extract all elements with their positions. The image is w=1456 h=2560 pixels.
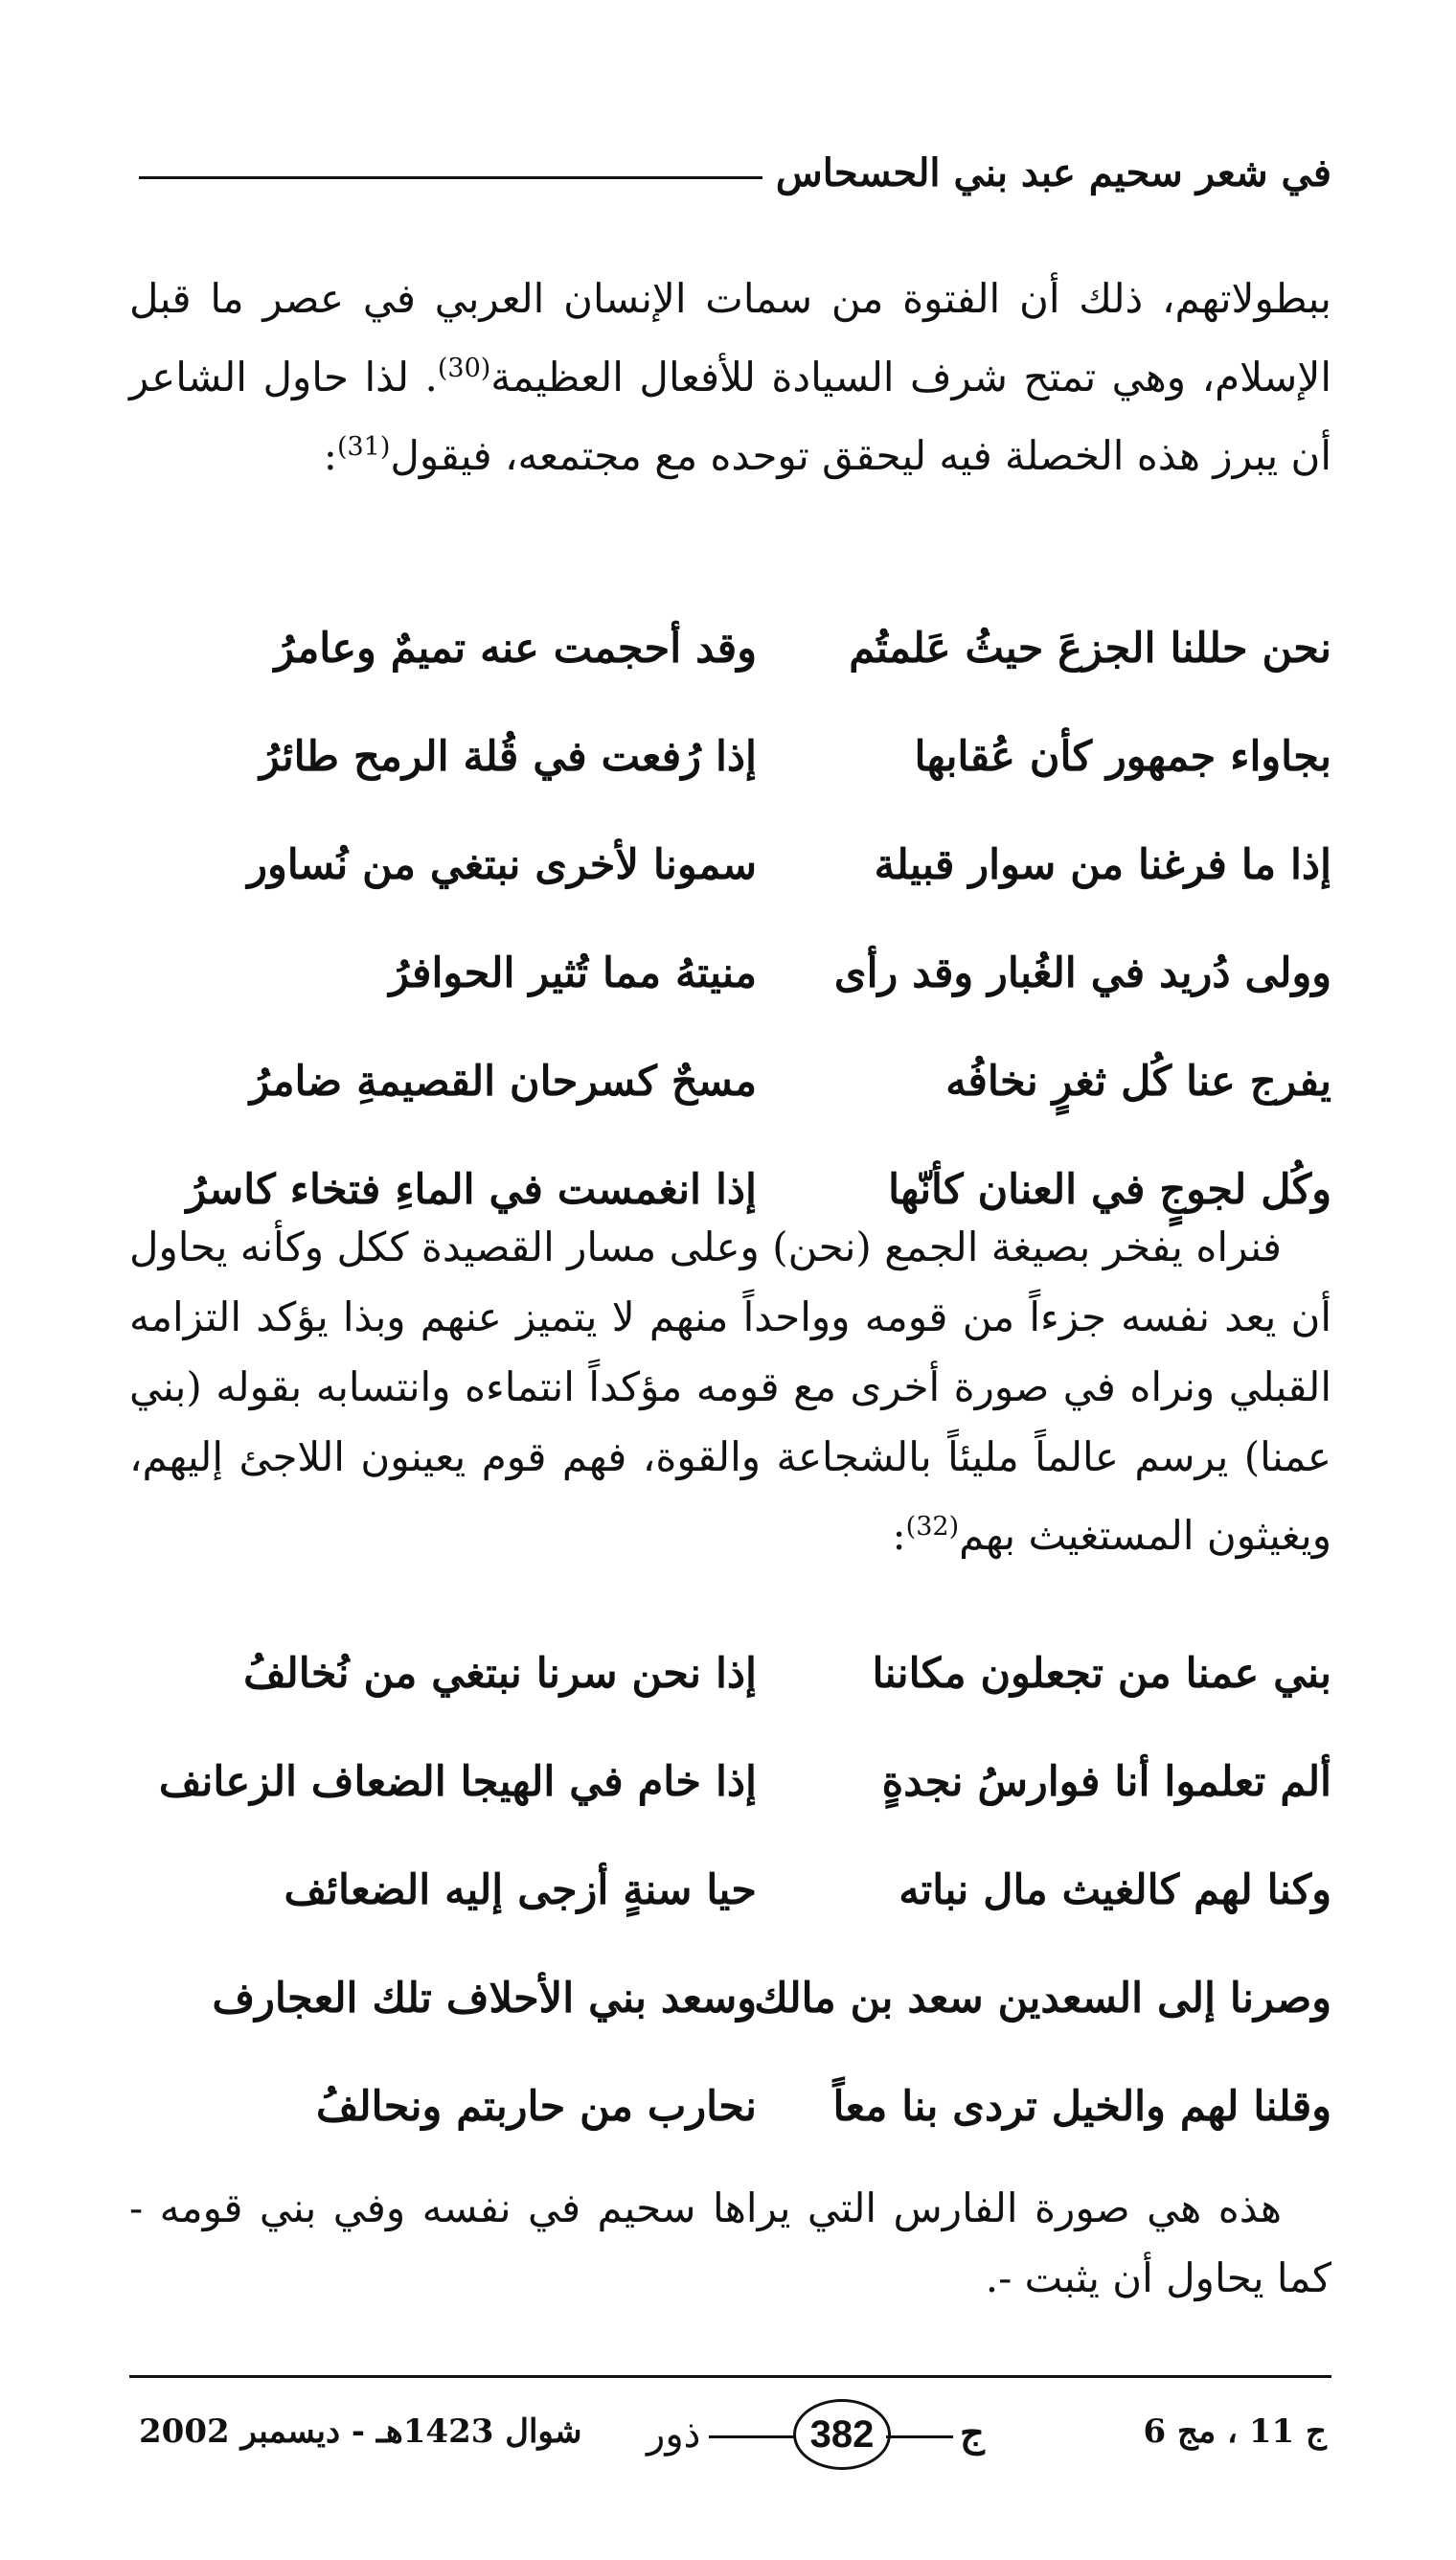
verse-line	[129, 1027, 1331, 1135]
verse-line	[129, 919, 1331, 1027]
footer-rule	[129, 2375, 1331, 2378]
verse-line	[129, 1727, 1331, 1836]
verse-second-hemistich: إذا رُفعت في قُلة الرمح طائرُ	[259, 732, 757, 781]
paragraph-1-text-c: :	[323, 432, 337, 479]
verse-second-hemistich: إذا نحن سرنا نبتغي من نُخالفُ	[243, 1649, 757, 1698]
verse-line	[129, 1944, 1331, 2052]
verse-first-hemistich: وقلنا لهم والخيل تردى بنا معاً	[832, 2082, 1331, 2131]
verse-second-hemistich: نحارب من حاربتم ونحالفُ	[316, 2082, 757, 2131]
verse-line	[129, 2052, 1331, 2160]
footer-journal-mark	[647, 2395, 1044, 2481]
verse-second-hemistich: إذا خام في الهيجا الضعاف الزعانف	[158, 1757, 757, 1806]
verse-second-hemistich: وسعد بني الأحلاف تلك العجارف	[212, 1974, 757, 2023]
header-title: في شعر سحيم عبد بني الحسحاس	[775, 149, 1331, 195]
paragraph-2-text-a: فنراه يفخر بصيغة الجمع (نحن) وعلى مسار القصيدة ككل وكأنه يحاول أن يعد نفسه جزءاً من قومه وواحداً منهم لا يتميز عنهم وبذا يؤكد التزامه القبلي ونراه في صورة أخرى مع قومه مؤكداً انتماءه وانتسابه بقوله (بني عمنا) يرسم عالماً مليئاً بالشجاعة والقوة، فهم قوم يعينون اللاجئ إليهم، ويغيثون المستغيث بهم	[129, 1223, 1331, 1559]
poem-2	[129, 1619, 1331, 2160]
verse-first-hemistich: وصرنا إلى السعدين سعد بن مالك	[754, 1974, 1331, 2023]
footnote-ref-32: (32)	[905, 1512, 960, 1542]
paragraph-2	[129, 1212, 1331, 1570]
footer-journal-name-end: ذور	[647, 2412, 701, 2457]
footer-journal-name-start: ج	[960, 2411, 985, 2456]
verse-second-hemistich: منيتهُ مما تُثير الحوافرُ	[389, 949, 757, 997]
verse-second-hemistich: سمونا لأخرى نبتغي من نُساور	[247, 840, 757, 889]
verse-first-hemistich: وكُل لجوجٍ في العنان كأنّها	[888, 1165, 1331, 1214]
page-footer	[129, 2395, 1331, 2481]
verse-second-hemistich: إذا انغمست في الماءِ فتخاء كاسرُ	[186, 1165, 757, 1214]
verse-line	[129, 702, 1331, 811]
running-header	[139, 144, 1331, 201]
verse-line	[129, 1836, 1331, 1944]
verse-first-hemistich: يفرج عنا كُل ثغرٍ نخافُه	[945, 1057, 1331, 1106]
paragraph-3-text: هذه هي صورة الفارس التي يراها سحيم في نفسه وفي بني قومه - كما يحاول أن يثبت -.	[129, 2184, 1331, 2301]
verse-line	[129, 1619, 1331, 1727]
verse-line	[129, 811, 1331, 919]
verse-first-hemistich: وولى دُريد في الغُبار وقد رأى	[833, 949, 1331, 997]
paragraph-2-text-b: :	[892, 1512, 906, 1559]
footer-stroke	[886, 2435, 953, 2438]
footer-date: شوال 1423هـ - ديسمبر 2002	[139, 2412, 582, 2451]
verse-first-hemistich: إذا ما فرغنا من سوار قبيلة	[874, 840, 1331, 889]
verse-second-hemistich: مسحٌ كسرحان القصيمةِ ضامرُ	[249, 1057, 757, 1106]
verse-line	[129, 594, 1331, 702]
verse-first-hemistich: نحن حللنا الجزعَ حيثُ عَلمتُم	[849, 624, 1331, 673]
footer-volume: ج 11 ، مج 6	[1143, 2412, 1327, 2451]
verse-second-hemistich: وقد أحجمت عنه تميمٌ وعامرُ	[274, 624, 757, 673]
paragraph-3	[129, 2173, 1331, 2313]
paragraph-1-text-b: . لذا حاول الشاعر أن يبرز هذه الخصلة فيه ليحقق توحده مع مجتمعه، فيقول	[129, 354, 1331, 479]
paragraph-1-text-a: ببطولاتهم، ذلك أن الفتوة من سمات الإنسان العربي في عصر ما قبل الإسلام، وهي تمتح شرف السيادة للأفعال العظيمة	[129, 275, 1331, 400]
verse-second-hemistich: حيا سنةٍ أزجى إليه الضعائف	[284, 1865, 757, 1914]
header-rule	[139, 176, 762, 179]
poem-1	[129, 594, 1331, 1244]
footer-stroke	[709, 2435, 795, 2438]
footnote-ref-31: (31)	[336, 432, 391, 462]
verse-first-hemistich: ألم تعلموا أنا فوارسُ نجدةٍ	[881, 1757, 1331, 1806]
paragraph-1	[129, 263, 1331, 491]
verse-first-hemistich: بجاواء جمهور كأن عُقابها	[914, 732, 1331, 781]
verse-first-hemistich: بني عمنا من تجعلون مكاننا	[872, 1649, 1331, 1698]
footnote-ref-30: (30)	[437, 354, 491, 383]
verse-first-hemistich: وكنا لهم كالغيث مال نباته	[899, 1865, 1331, 1914]
page-number: 382	[793, 2399, 891, 2470]
